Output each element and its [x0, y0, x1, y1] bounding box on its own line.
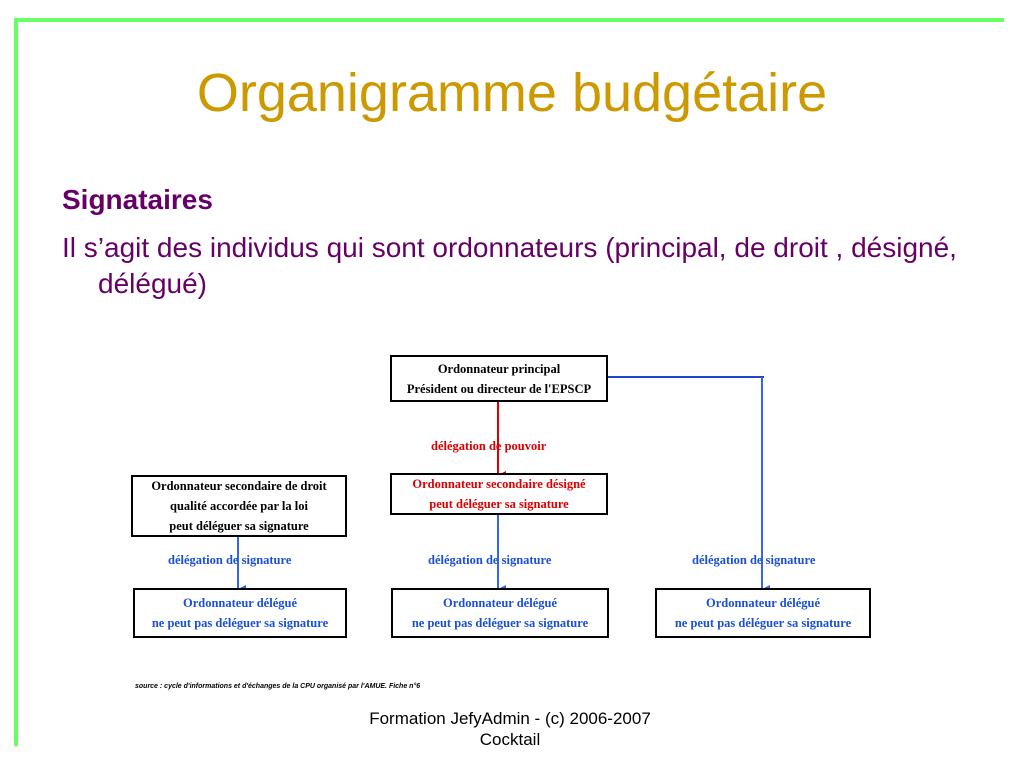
label-delegation-pouvoir: délégation de pouvoir [431, 439, 547, 453]
box-delegue-2-line2: ne peut pas déléguer sa signature [411, 616, 589, 630]
box-delegue-3 [655, 588, 871, 638]
box-principal-line2: Président ou directeur de l'EPSCP [406, 381, 592, 396]
box-ordonnateur-principal [390, 355, 608, 402]
footer-line-2: Cocktail [479, 730, 541, 749]
source-note: source : cycle d'informations et d'échanges de la CPU organisé par l'AMUE. Fiche n°6 [135, 683, 421, 690]
label-delegation-signature-3: délégation de signature [692, 553, 816, 567]
box-delegue-3-line2: ne peut pas déléguer sa signature [674, 616, 852, 630]
label-delegation-signature-1: délégation de signature [168, 553, 292, 567]
box-principal-line1: Ordonnateur principal [437, 361, 561, 376]
box-secondaire-droit-line1: Ordonnateur secondaire de droit [151, 479, 327, 493]
slide-title: Organigramme budgétaire [196, 63, 828, 123]
slide-body-text: Il s’agit des individus qui sont ordonnateurs (principal, de droit , désigné, délégué) [62, 232, 957, 299]
box-secondaire-droit [131, 475, 347, 537]
box-delegue-1-line2: ne peut pas déléguer sa signature [151, 616, 329, 630]
label-delegation-signature-2: délégation de signature [428, 553, 552, 567]
box-secondaire-designe [390, 473, 608, 515]
footer-line-1: Formation JefyAdmin - (c) 2006-2007 [369, 709, 651, 728]
box-delegue-1 [133, 588, 347, 638]
box-secondaire-droit-line2: qualité accordée par la loi [170, 499, 308, 513]
box-delegue-2-line1: Ordonnateur délégué [442, 596, 557, 610]
box-secondaire-designe-line2: peut déléguer sa signature [429, 497, 569, 511]
box-secondaire-designe-line1: Ordonnateur secondaire désigné [412, 477, 586, 491]
box-delegue-1-line1: Ordonnateur délégué [182, 596, 297, 610]
slide-heading: Signataires [62, 184, 213, 215]
box-secondaire-droit-line3: peut déléguer sa signature [169, 519, 309, 533]
box-delegue-3-line1: Ordonnateur délégué [705, 596, 820, 610]
slide-footer [340, 708, 680, 750]
box-delegue-2 [391, 588, 609, 638]
